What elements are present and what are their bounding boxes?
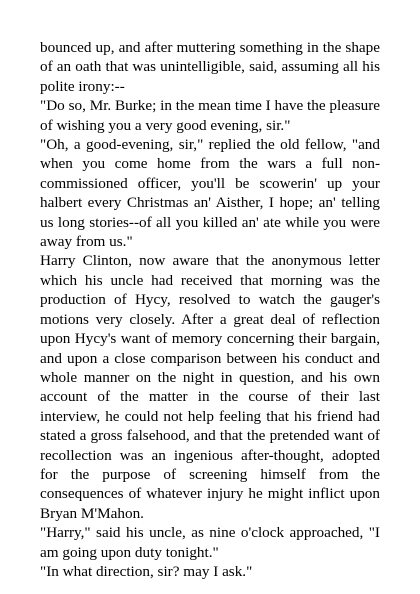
paragraph-3: "Oh, a good-evening, sir," replied the old fellow, "and when you come home from the wars a full non-commissioned officer, you'll be scowerin' up your halbert every Christmas an' Aisther, I hope; an' telling us long stories--of all you killed an' ate while you were away from us." <box>40 136 380 251</box>
paragraph-2: "Do so, Mr. Burke; in the mean time I have the pleasure of wishing you a very good evening, sir." <box>40 97 380 134</box>
paragraph-4: Harry Clinton, now aware that the anonymous letter which his uncle had received that morning was the production of Hycy, resolved to watch the gauger's motions very closely. After a great deal of reflection upon Hycy's want of memory concerning their bargain, and upon a close comparison between his conduct and whole manner on the night in question, and his own account of the matter in the course of their last interview, he could not help feeling that his friend had stated a gross falsehood, and that the pretended want of recollection was an ingenious after-thought, adopted for the purpose of screening himself from the consequences of whatever injury he might inflict upon Bryan M'Mahon. <box>40 252 380 522</box>
paragraph-6: "In what direction, sir? may I ask." <box>40 562 253 580</box>
paragraph-5: "Harry," said his uncle, as nine o'clock approached, "I am going upon duty tonight." <box>40 524 380 561</box>
paragraph-1: bounced up, and after muttering something in the shape of an oath that was unintelligible, said, assuming all his polite irony:-- <box>40 39 380 95</box>
document-page <box>40 38 380 581</box>
